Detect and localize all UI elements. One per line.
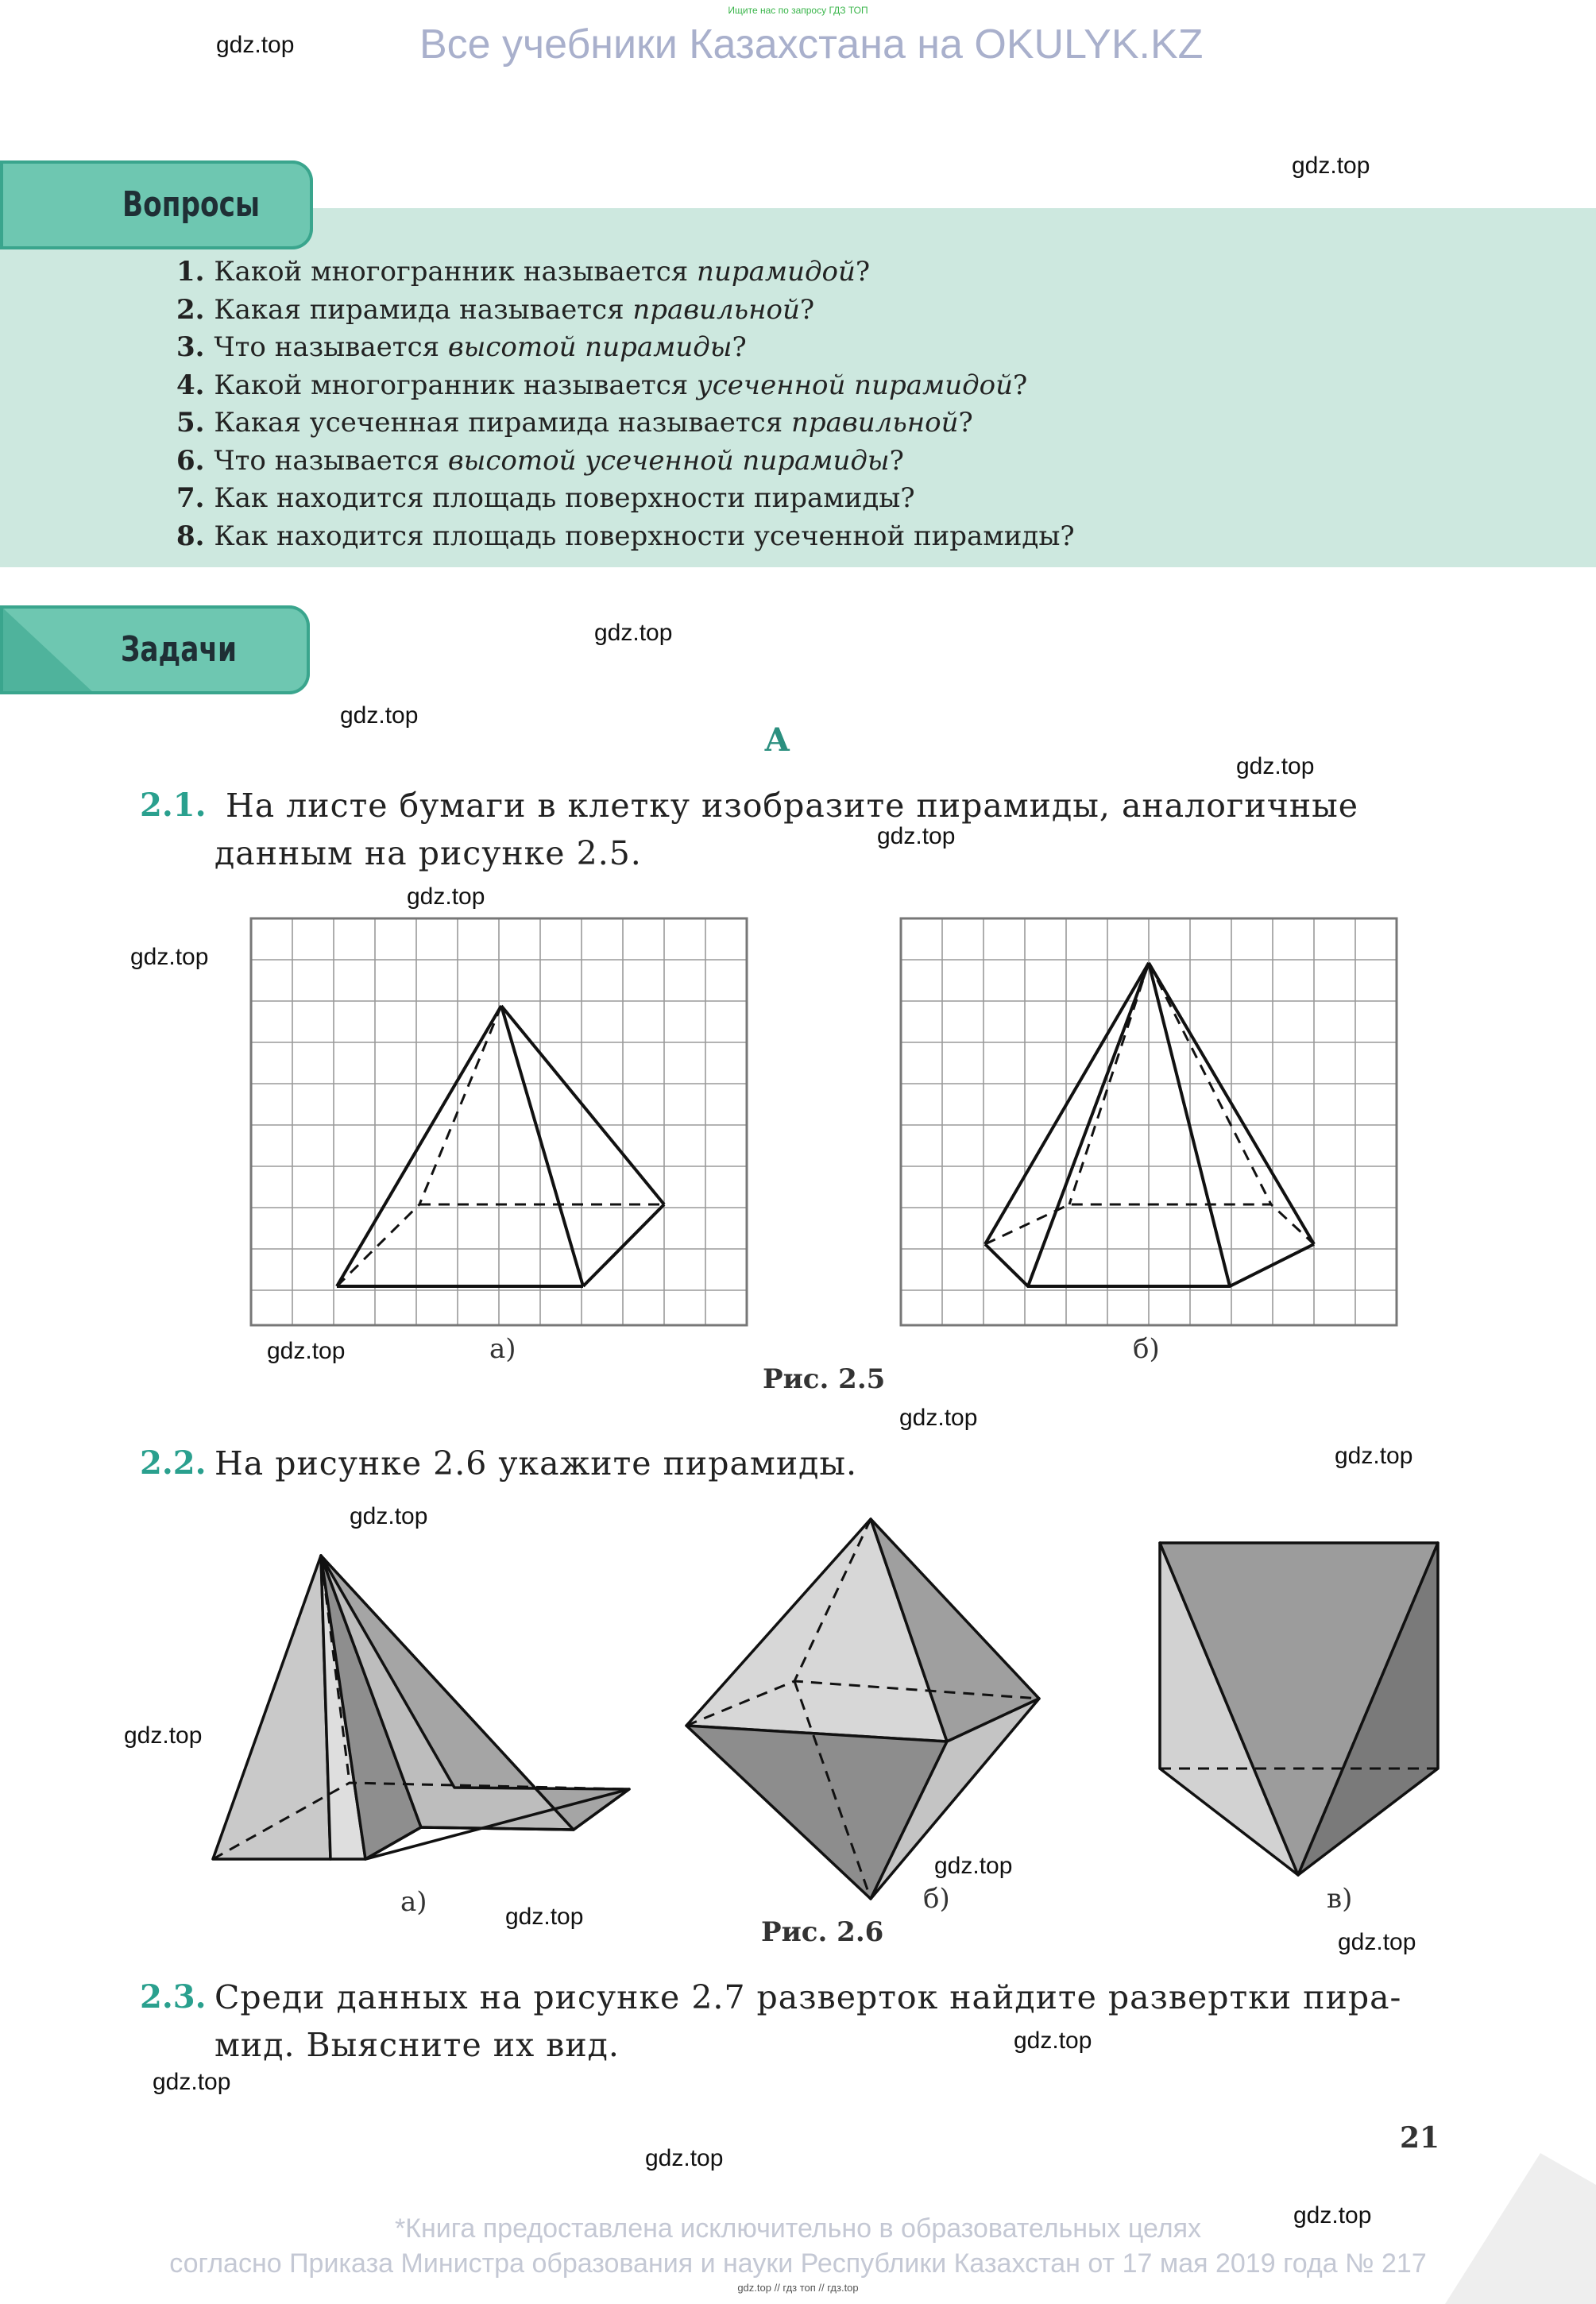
question-item: [176, 256, 870, 288]
watermark: gdz.top: [934, 1853, 1013, 1879]
watermark: gdz.top: [267, 1338, 346, 1364]
task-number: 2.3.: [140, 1978, 207, 2016]
watermark: gdz.top: [1292, 153, 1370, 179]
figure-caption-2-6: Рис. 2.6: [761, 1916, 884, 1948]
question-number: 6.: [176, 444, 214, 477]
question-text: Как находится площадь поверхности усеченной пирамиды?: [214, 520, 1075, 552]
watermark: gdz.top: [124, 1722, 203, 1749]
page-number: 21: [1400, 2121, 1440, 2155]
question-item: [176, 369, 1027, 401]
tasks-title: Задачи: [121, 629, 238, 670]
task-text-line: На рисунке 2.6 укажите пирамиды.: [214, 1444, 858, 1483]
task-number: 2.1.: [140, 787, 207, 824]
grid-paper: [251, 918, 747, 1325]
watermark: gdz.top: [594, 620, 673, 646]
question-number: 7.: [176, 482, 214, 514]
question-text: Какой многогранник называется: [214, 369, 698, 401]
watermark: gdz.top: [216, 32, 295, 58]
question-number: 5.: [176, 407, 214, 439]
watermark: gdz.top: [340, 702, 419, 729]
question-punct: ?: [958, 407, 973, 439]
watermark: gdz.top: [130, 944, 209, 970]
question-item: [176, 331, 747, 363]
question-term: высотой усеченной пирамиды: [447, 444, 890, 477]
question-text: Как находится площадь поверхности пирамиды?: [214, 482, 915, 514]
watermark: gdz.top: [1335, 1443, 1413, 1469]
bottom-note: gdz.top // гдз топ // гдз.top: [737, 2282, 859, 2294]
question-punct: ?: [1013, 369, 1028, 401]
watermark: gdz.top: [1236, 753, 1315, 779]
question-item: [176, 407, 973, 439]
question-number: 1.: [176, 256, 214, 288]
figure-2-6-a: [200, 1541, 645, 1907]
pyramid-a: [337, 1006, 664, 1286]
grid-paper: [901, 918, 1397, 1325]
footer-line-1: *Книга предоставлена исключительно в образовательных целях: [394, 2213, 1202, 2244]
question-term: правильной: [790, 407, 959, 439]
question-text: Что называется: [214, 331, 448, 363]
watermark: gdz.top: [407, 883, 485, 910]
question-item: [176, 482, 915, 514]
watermark: gdz.top: [350, 1503, 428, 1529]
section-letter: А: [764, 721, 790, 759]
question-item: [176, 445, 904, 477]
question-text: Какой многогранник называется: [214, 256, 698, 288]
question-punct: ?: [799, 293, 815, 326]
watermark: gdz.top: [645, 2145, 724, 2171]
footer-line-2: согласно Приказа Министра образования и науки Республики Казахстан от 17 мая 2019 года № 217: [169, 2248, 1427, 2279]
question-number: 4.: [176, 369, 214, 401]
question-text: Какая усеченная пирамида называется: [214, 407, 791, 439]
task-number: 2.2.: [140, 1444, 207, 1482]
watermark: gdz.top: [877, 823, 956, 849]
figure-label-b: б): [923, 1883, 950, 1915]
question-term: правильной: [632, 293, 800, 326]
question-term: усеченной пирамидой: [697, 369, 1014, 401]
question-item: [176, 520, 1075, 552]
task-text-line: На листе бумаги в клетку изобразите пирамиды, аналогичные: [226, 787, 1359, 825]
questions-title: Вопросы: [122, 184, 260, 225]
top-note: Ищите нас по запросу ГДЗ ТОП: [728, 5, 868, 16]
task-text-line: мид. Выясните их вид.: [214, 2026, 620, 2064]
tasks-tab: [0, 605, 310, 694]
watermark: gdz.top: [1338, 1929, 1416, 1955]
question-text: Какая пирамида называется: [214, 293, 633, 326]
figure-2-5-a: [251, 918, 747, 1325]
figure-2-6-b: [682, 1514, 1047, 1919]
watermark: gdz.top: [899, 1405, 978, 1431]
question-term: пирамидой: [697, 256, 856, 288]
figure-2-6-c: [1155, 1538, 1457, 1896]
watermark: gdz.top: [1293, 2202, 1372, 2229]
figure-caption-2-5: Рис. 2.5: [763, 1363, 886, 1395]
figure-label-b: б): [1133, 1333, 1160, 1365]
figure-label-a: а): [489, 1333, 516, 1365]
task-text-line: данным на рисунке 2.5.: [214, 834, 642, 872]
question-term: высотой пирамиды: [447, 331, 732, 363]
watermark: gdz.top: [153, 2069, 231, 2095]
question-punct: ?: [732, 331, 747, 363]
question-number: 3.: [176, 331, 214, 363]
task-text-line: Среди данных на рисунке 2.7 разверток найдите развертки пира-: [214, 1978, 1402, 2016]
question-item: [176, 294, 814, 326]
watermark: gdz.top: [505, 1904, 584, 1930]
question-punct: ?: [889, 444, 904, 477]
figure-2-5-b: [901, 918, 1397, 1325]
figure-label-c: в): [1327, 1883, 1353, 1915]
question-number: 2.: [176, 293, 214, 326]
question-number: 8.: [176, 520, 214, 552]
figure-label-a: а): [400, 1886, 427, 1918]
site-title[interactable]: Все учебники Казахстана на OKULYK.KZ: [419, 21, 1204, 68]
question-text: Что называется: [214, 444, 448, 477]
questions-tab: [0, 160, 313, 249]
watermark: gdz.top: [1014, 2028, 1092, 2054]
question-punct: ?: [855, 256, 871, 288]
